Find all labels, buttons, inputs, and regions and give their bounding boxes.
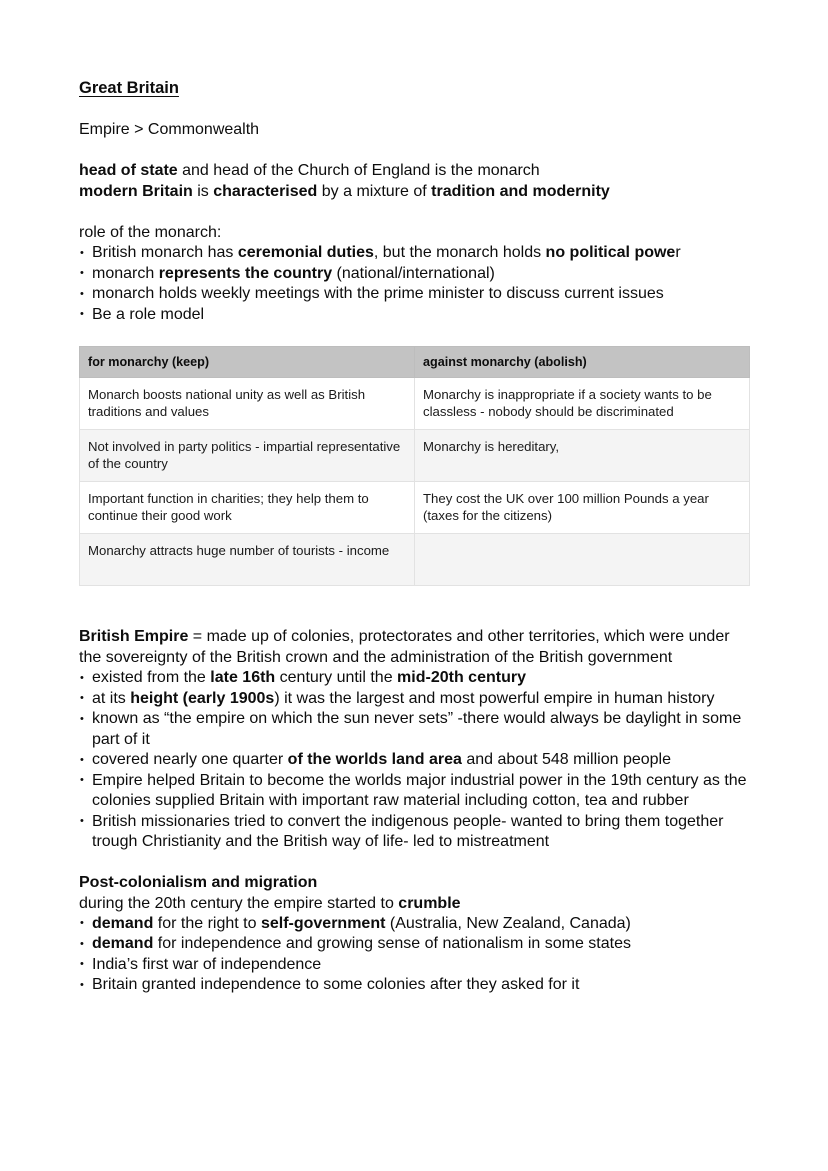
text-run-2: century until the: [275, 669, 398, 686]
list-item: [79, 812, 749, 853]
table-row: [80, 482, 750, 534]
table-row: [80, 378, 750, 430]
text-run-1: crumble: [398, 894, 461, 912]
list-item: [79, 750, 749, 771]
text-run-3: no political powe: [545, 244, 676, 261]
text-run-1: of the worlds land area: [287, 751, 462, 768]
monarch-role-bullet-list: [79, 243, 749, 325]
statement-head-of-state-bold: head of state: [79, 162, 178, 179]
list-item: [79, 264, 749, 285]
list-item: [79, 771, 749, 812]
table-cell-for-monarchy: Monarch boosts national unity as well as British traditions and values: [80, 378, 415, 430]
text-run-0: known as “the empire on which the sun never sets” -there would always be daylight in some part of it: [92, 710, 742, 748]
table-cell-against-monarchy: Monarchy is hereditary,: [415, 430, 750, 482]
monarch-role-heading: role of the monarch:: [79, 224, 222, 241]
text-run-4: r: [675, 244, 681, 261]
statement-modern-britain-bold-e: tradition and modernity: [431, 183, 610, 200]
table-row: [80, 430, 750, 482]
table-cell-for-monarchy: Monarchy attracts huge number of tourists - income: [80, 534, 415, 586]
text-run-1: = made up of colonies, protectorates and other territories, which were under the sovereignty of the British crown and the administration of the British government: [79, 628, 730, 666]
statement-head-of-state-rest: and head of the Church of England is the monarch: [177, 162, 540, 179]
list-item: [79, 709, 749, 750]
text-run-0: existed from the: [92, 669, 211, 686]
british-empire-definition: [79, 626, 749, 668]
list-item: [79, 243, 749, 264]
text-run-2: self-government: [260, 914, 386, 932]
table-cell-for-monarchy: Important function in charities; they help them to continue their good work: [80, 482, 415, 534]
monarchy-comparison-table: [79, 346, 750, 586]
statement-modern-britain-bold-a: modern Britain: [79, 183, 193, 200]
text-run-1: ceremonial duties: [237, 244, 374, 261]
table-cell-for-monarchy: Not involved in party politics - impartial representative of the country: [80, 430, 415, 482]
table-cell-against-monarchy: Monarchy is inappropriate if a society wants to be classless - nobody should be discriminated: [415, 378, 750, 430]
post-colonialism-bullet-list: [79, 914, 749, 996]
list-item: [79, 955, 749, 976]
statement-modern-britain-text-d: by a mixture of: [317, 183, 432, 200]
text-run-0: British Empire: [79, 628, 189, 645]
text-run-1: late 16th: [210, 669, 276, 686]
text-run-0: demand: [92, 935, 154, 952]
statement-modern-britain-bold-c: characterised: [213, 183, 318, 200]
text-run-2: and about 548 million people: [461, 751, 671, 768]
list-item: [79, 934, 749, 955]
table-body: [80, 378, 750, 586]
british-empire-bullet-list: [79, 668, 749, 853]
page-title: Great Britain: [79, 79, 179, 97]
post-colonialism-intro: [79, 893, 749, 914]
text-run-0: Empire helped Britain to become the worlds major industrial power in the 19th century as the colonies supplied Britain with important raw material including cotton, tea and rubber: [92, 771, 747, 809]
statement-modern-britain-text-b: is: [192, 183, 214, 200]
text-run-0: Britain granted independence to some colonies after they asked for it: [92, 976, 580, 993]
statement-head-of-state: [79, 160, 749, 181]
text-run-3: (Australia, New Zealand, Canada): [385, 914, 631, 932]
text-run-0: Be a role model: [92, 305, 205, 323]
table-header-row: [80, 347, 750, 378]
text-run-1: for independence and growing sense of nationalism in some states: [153, 935, 631, 952]
post-colonialism-heading: Post-colonialism and migration: [79, 873, 318, 891]
list-item: [79, 689, 749, 710]
text-run-0: British monarch has: [92, 244, 238, 261]
statement-modern-britain: [79, 181, 749, 202]
table-cell-against-monarchy: [415, 534, 750, 586]
list-item: [79, 284, 749, 305]
table-cell-against-monarchy: They cost the UK over 100 million Pounds a year (taxes for the citizens): [415, 482, 750, 534]
list-item: [79, 975, 749, 996]
table-header-against-monarchy: against monarchy (abolish): [415, 347, 750, 378]
text-run-1: for the right to: [153, 914, 261, 932]
text-run-3: mid-20th century: [397, 669, 526, 686]
text-run-0: covered nearly one quarter: [92, 751, 288, 768]
intro-line: Empire > Commonwealth: [79, 121, 260, 138]
text-run-0: at its: [92, 689, 131, 707]
text-run-0: demand: [92, 914, 154, 932]
document-page: [79, 78, 749, 996]
list-item: [79, 305, 749, 326]
text-run-0: monarch: [92, 264, 159, 282]
text-run-1: represents the country: [158, 264, 333, 282]
text-run-0: India’s first war of independence: [92, 955, 322, 973]
table-header-for-monarchy: for monarchy (keep): [80, 347, 415, 378]
list-item: [79, 914, 749, 935]
text-run-0: monarch holds weekly meetings with the prime minister to discuss current issues: [92, 285, 664, 302]
table-row: [80, 534, 750, 586]
text-run-2: (national/international): [332, 264, 495, 282]
text-run-2: ) it was the largest and most powerful empire in human history: [274, 689, 715, 707]
text-run-2: , but the monarch holds: [373, 244, 546, 261]
text-run-1: height (early 1900s: [130, 689, 275, 707]
list-item: [79, 668, 749, 689]
text-run-0: British missionaries tried to convert the indigenous people- wanted to bring them together trough Christianity and the British way of life- led to mistreatment: [92, 812, 724, 850]
text-run-0: during the 20th century the empire started to: [79, 894, 399, 912]
